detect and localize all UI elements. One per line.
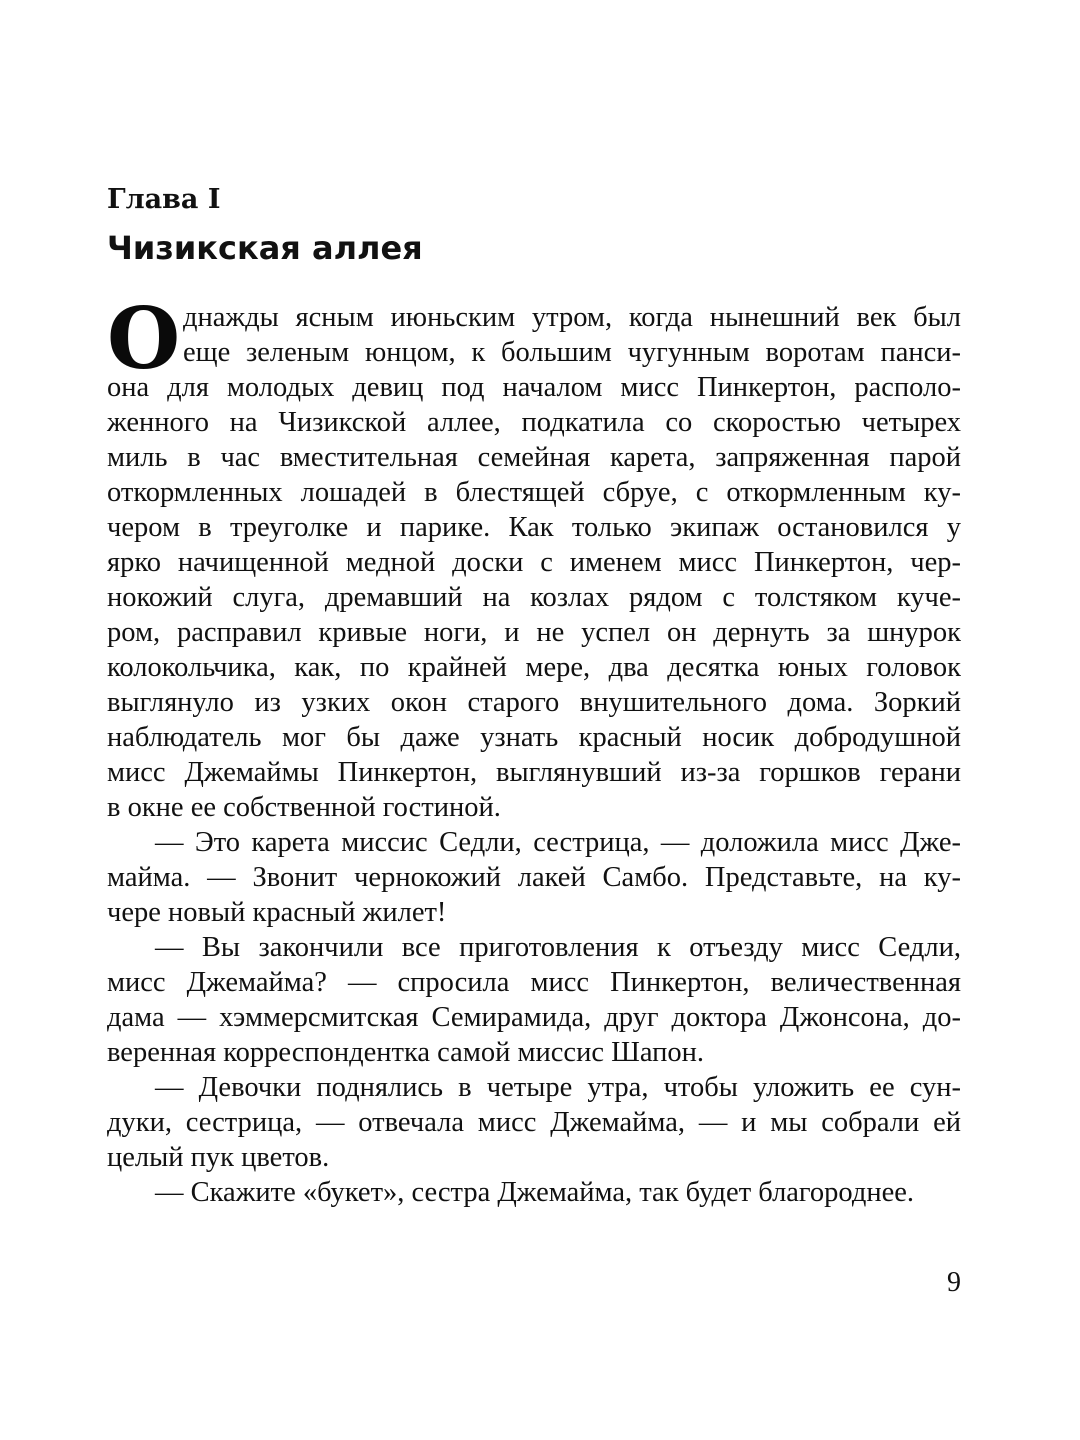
text-line: откормленных лошадей в блестящей сбруе, с откормленным ку-: [107, 477, 961, 508]
text-line: нокожий слуга, дремавший на козлах рядом с толстяком куче-: [107, 582, 961, 613]
chapter-title: Чизикская аллея: [107, 229, 423, 267]
text-line: майма. — Звонит чернокожий лакей Самбо. Представьте, на ку-: [107, 862, 961, 893]
text-line: колокольчика, как, по крайней мере, два десятка юных головок: [107, 652, 961, 683]
text-line: веренная корреспондентка самой миссис Шапон.: [107, 1037, 705, 1068]
text-line: — Это карета миссис Седли, сестрица, — доложила мисс Дже-: [155, 827, 961, 858]
text-line: наблюдатель мог бы даже узнать красный носик добродушной: [107, 722, 961, 753]
text-line: дуки, сестрица, — отвечала мисс Джемайма, — и мы собрали ей: [107, 1107, 961, 1138]
text-line: ром, расправил кривые ноги, и не успел он дернуть за шнурок: [107, 617, 961, 648]
text-line: чером в треуголке и парике. Как только экипаж остановился у: [107, 512, 961, 543]
text-line: чере новый красный жилет!: [107, 897, 447, 928]
text-line: мисс Джемаймы Пинкертон, выглянувший из-за горшков герани: [107, 757, 961, 788]
text-line: днажды ясным июньским утром, когда нынешний век был: [183, 302, 961, 333]
text-line: — Девочки поднялись в четыре утра, чтобы уложить ее сун-: [155, 1072, 961, 1103]
text-line: — Скажите «букет», сестра Джемайма, так будет благороднее.: [155, 1177, 915, 1208]
text-line: целый пук цветов.: [107, 1142, 330, 1173]
drop-cap: О: [107, 289, 181, 388]
body-text: [107, 289, 961, 1210]
text-line: женного на Чизикской аллее, подкатила со скоростью четырех: [107, 407, 961, 438]
text-line: — Вы закончили все приготовления к отъезду мисс Седли,: [155, 932, 961, 963]
text-line: миль в час вместительная семейная карета, запряженная парой: [107, 442, 961, 473]
text-line: в окне ее собственной гостиной.: [107, 792, 501, 823]
chapter-number: Глава I: [107, 184, 221, 215]
text-line: ярко начищенной медной доски с именем мисс Пинкертон, чер-: [107, 547, 961, 578]
text-line: мисс Джемайма? — спросила мисс Пинкертон, величественная: [107, 967, 961, 998]
page-number: 9: [947, 1267, 961, 1298]
text-line: выглянуло из узких окон старого внушительного дома. Зоркий: [107, 687, 961, 718]
text-line: она для молодых девиц под началом мисс Пинкертон, располо-: [107, 372, 961, 403]
text-line: дама — хэммерсмитская Семирамида, друг доктора Джонсона, до-: [107, 1002, 961, 1033]
text-line: еще зеленым юнцом, к большим чугунным воротам панси-: [183, 337, 961, 368]
